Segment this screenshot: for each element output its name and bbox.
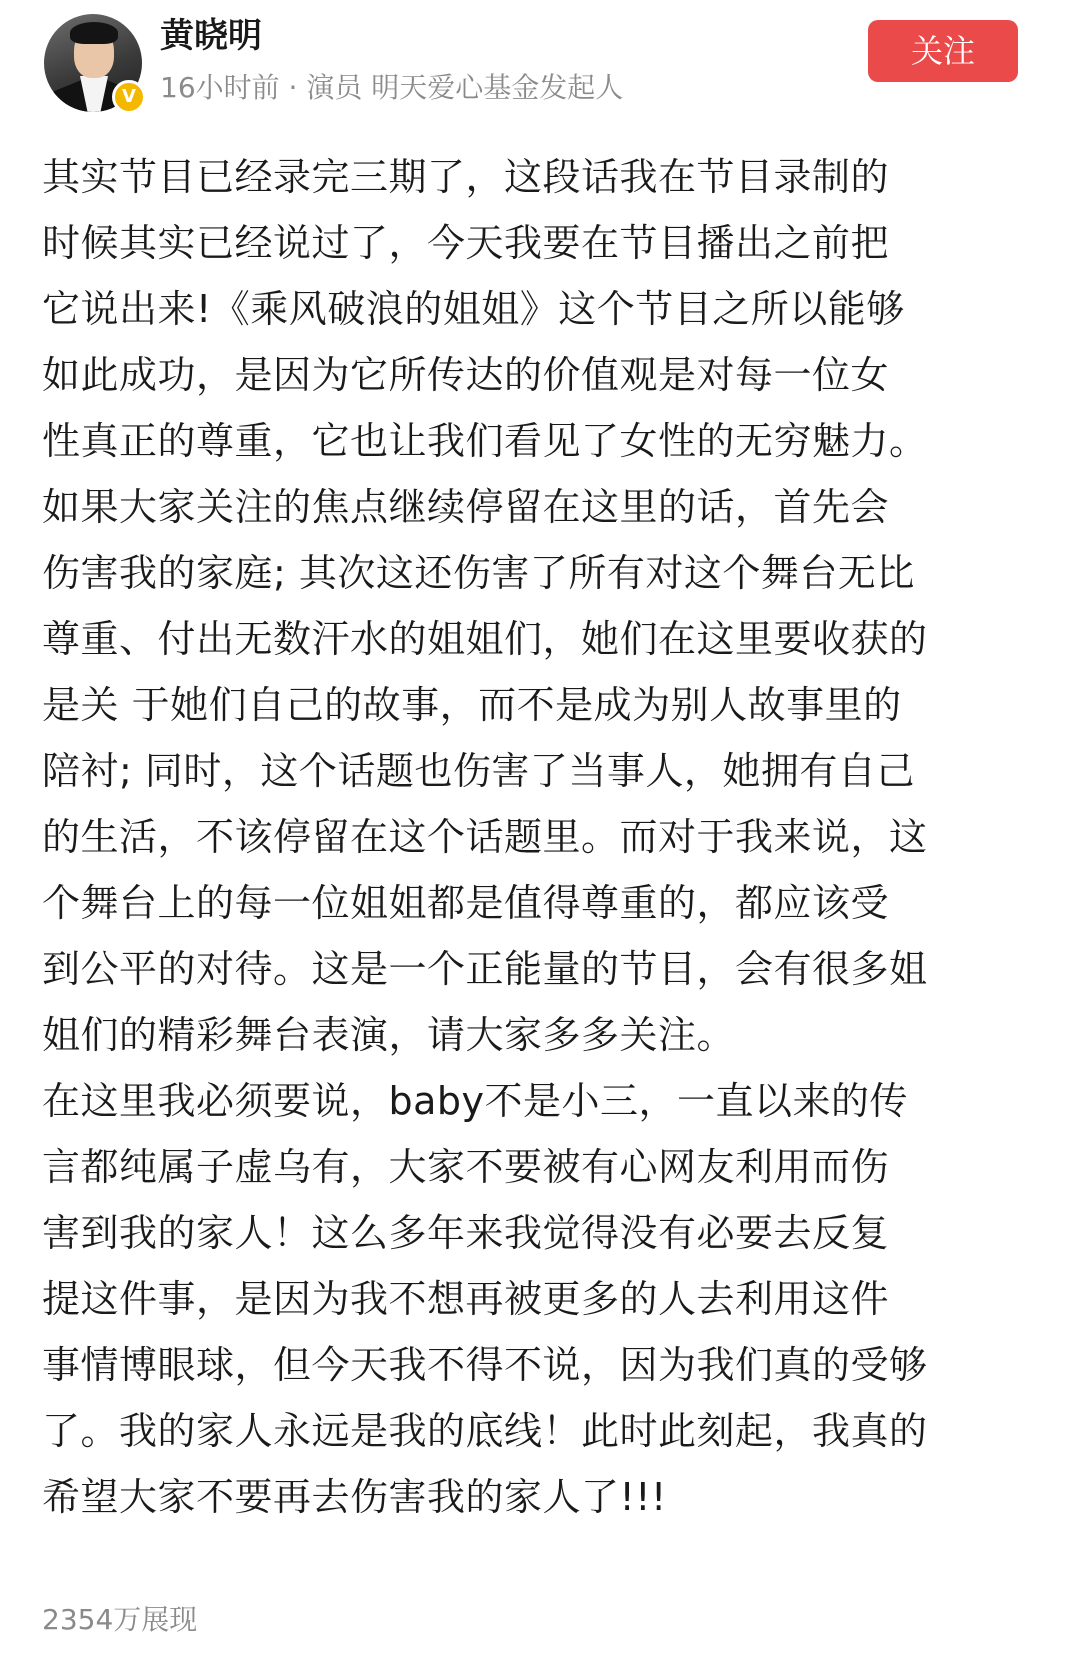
post-text-line: 在这里我必须要说，baby不是小三，一直以来的传 [42,1079,909,1123]
post-text-line: 如此成功，是因为它所传达的价值观是对每一位女 [42,353,890,397]
avatar-hair [70,22,118,44]
post-text-line: 言都纯属子虚乌有，大家不要被有心网友利用而伤 [42,1145,890,1189]
verified-badge-icon: V [112,80,146,114]
post-text-line: 陪衬; 同时，这个话题也伤害了当事人，她拥有自己 [42,749,915,793]
post-text-line: 害到我的家人！这么多年来我觉得没有必要去反复 [42,1211,890,1255]
post-text-line: 的生活，不该停留在这个话题里。而对于我来说，这 [42,815,928,859]
post-content [42,144,1042,1530]
post-text-line: 其实节目已经录完三期了，这段话我在节目录制的 [42,155,890,199]
view-count: 2354万展现 [42,1603,198,1636]
post-text-line: 是关 于她们自己的故事，而不是成为别人故事里的 [42,683,902,727]
follow-button[interactable]: 关注 [868,20,1018,82]
post-text-line: 伤害我的家庭; 其次这还伤害了所有对这个舞台无比 [42,551,915,595]
username[interactable]: 黄晓明 [160,16,262,56]
post-text-line: 个舞台上的每一位姐姐都是值得尊重的，都应该受 [42,881,890,925]
post-text-line: 希望大家不要再去伤害我的家人了!!! [42,1475,667,1519]
post-header [0,0,1080,130]
post-text-line: 了。我的家人永远是我的底线！此时此刻起，我真的 [42,1409,928,1453]
post-text-line: 时候其实已经说过了，今天我要在节目播出之前把 [42,221,890,265]
post-text-line: 事情博眼球，但今天我不得不说，因为我们真的受够 [42,1343,928,1387]
post-meta: 16小时前 · 演员 明天爱心基金发起人 [160,71,624,104]
post-text-line: 到公平的对待。这是一个正能量的节目，会有很多姐 [42,947,928,991]
post-text-line: 提这件事，是因为我不想再被更多的人去利用这件 [42,1277,890,1321]
post-text-line: 如果大家关注的焦点继续停留在这里的话，首先会 [42,485,890,529]
post-text-line: 它说出来!《乘风破浪的姐姐》这个节目之所以能够 [42,287,905,331]
post-text-line: 性真正的尊重，它也让我们看见了女性的无穷魅力。 [42,419,928,463]
post-text-line: 尊重、付出无数汗水的姐姐们，她们在这里要收获的 [42,617,928,661]
post-text-line: 姐们的精彩舞台表演，请大家多多关注。 [42,1013,736,1057]
